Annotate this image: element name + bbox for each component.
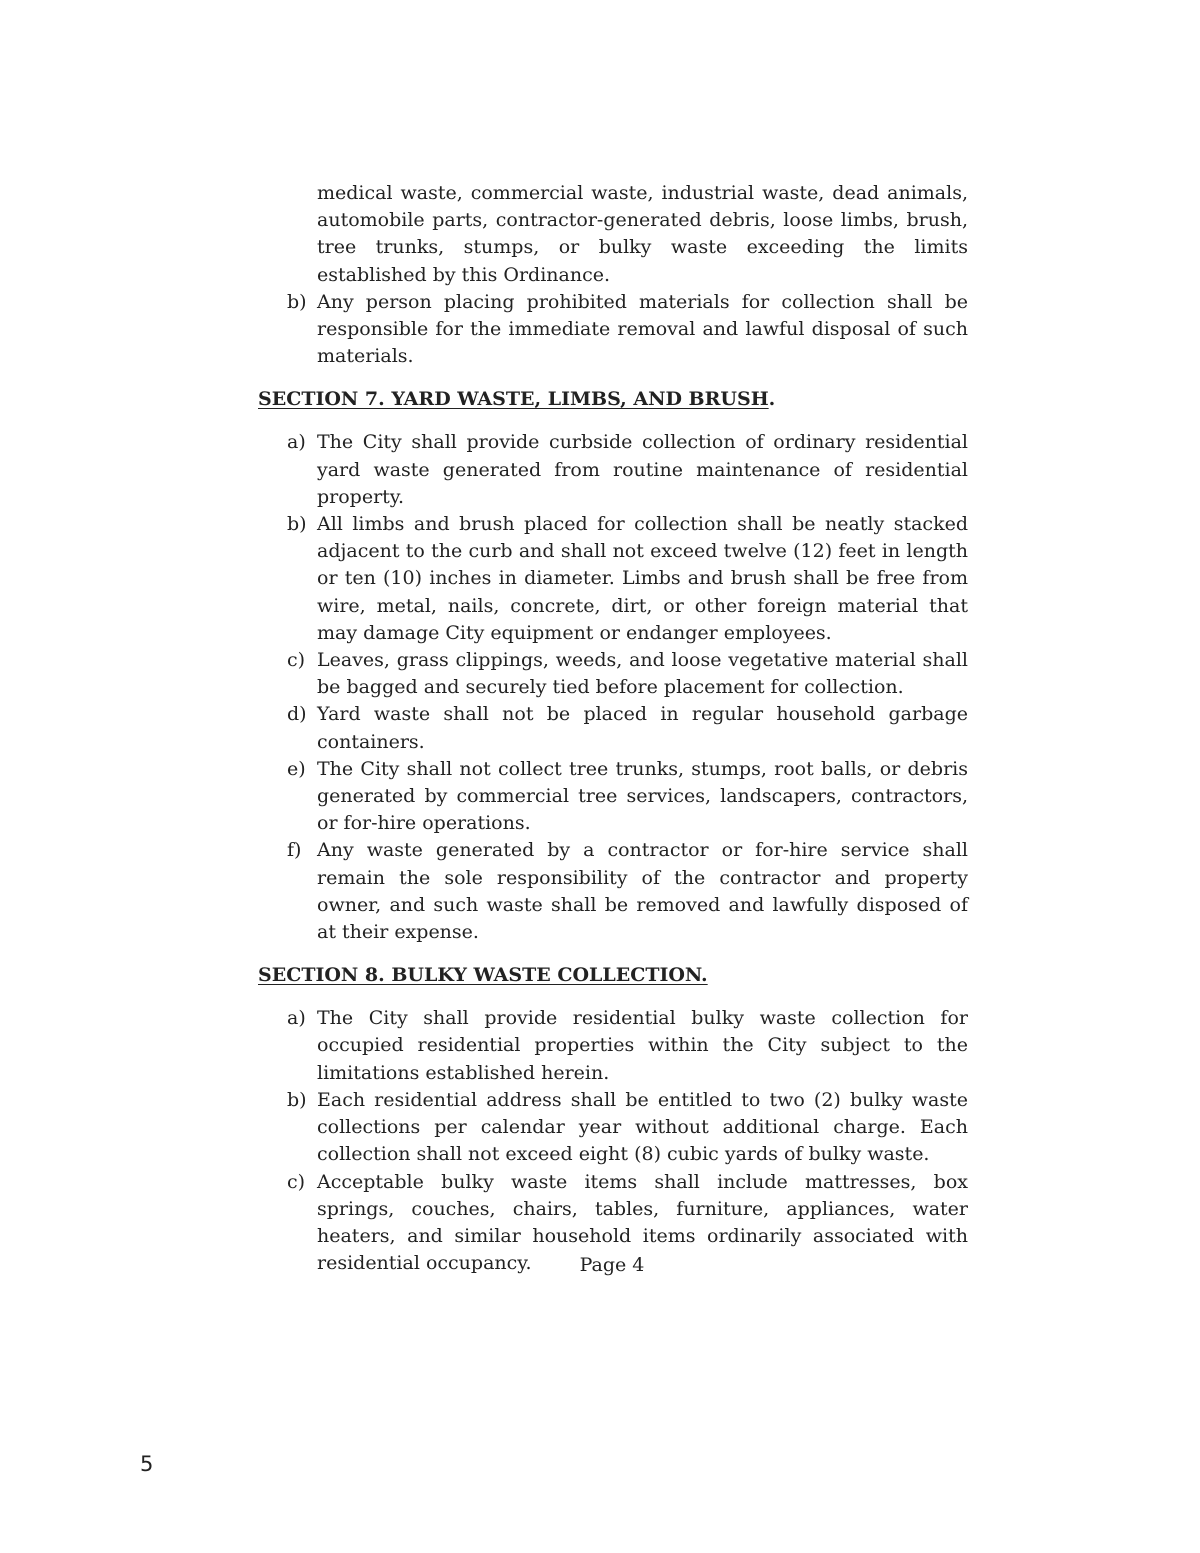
list-item-text: Each residential address shall be entitled to two (2) bulky waste collections per calendar year without additional charge. Each collection shall not exceed eight (8) cubic yards of bulky waste. [317,1088,968,1166]
list-item-section8-a [258,1005,968,1087]
list-item-section7-d [258,701,968,755]
section-8-heading-text: SECTION 8. BULKY WASTE COLLECTION. [258,964,708,987]
list-marker: b) [287,1088,307,1111]
list-item-text: All limbs and brush placed for collection shall be neatly stacked adjacent to the curb and shall not exceed twelve (12) feet in length or ten (10) inches in diameter. Limbs and brush shall be free from wire, metal, nails, concrete, dirt, or other foreign material that may damage City equipment or endanger employees. [317,513,968,644]
list-item-text: The City shall provide residential bulky waste collection for occupied residential properties within the City subject to the limitations established herein. [317,1007,968,1084]
section-7-heading-text: SECTION 7. YARD WASTE, LIMBS, AND BRUSH [258,388,769,411]
list-item-text: The City shall not collect tree trunks, stumps, root balls, or debris generated by commercial tree services, landscapers, contractors, or for-hire operations. [317,757,968,835]
list-item-text: Acceptable bulky waste items shall include mattresses, box springs, couches, chairs, tables, furniture, appliances, water heaters, and similar household items ordinarily associated with residential occupancy. [317,1170,968,1275]
list-marker: e) [287,757,306,780]
list-marker: f) [287,839,302,862]
list-item-text: Any person placing prohibited materials for collection shall be responsible for the immediate removal and lawful disposal of such materials. [317,290,968,368]
list-item-section8-b [258,1087,968,1169]
list-marker: a) [287,1007,306,1030]
list-item-section7-c [258,647,968,701]
list-item-section7-a [258,429,968,511]
list-item-section7-f [258,837,968,946]
list-item-text: Leaves, grass clippings, weeds, and loose vegetative material shall be bagged and securely tied before placement for collection. [317,649,968,699]
page-footer-label: Page 4 [579,1254,645,1276]
list-item-section7-b [258,511,968,647]
list-item-section7-e [258,756,968,838]
list-item-text: Yard waste shall not be placed in regular household garbage containers. [317,703,968,753]
list-marker: b) [287,513,307,536]
list-marker: a) [287,431,306,454]
continued-list-item [258,180,968,289]
section-7-heading-suffix: . [768,388,776,411]
continued-item-text: medical waste, commercial waste, industrial waste, dead animals, automobile parts, contractor-generated debris, loose limbs, brush, tree trunks, stumps, or bulky waste exceeding the limits established by this Ordinance. [317,182,968,286]
list-marker: c) [287,1170,306,1193]
list-item-section6-b [258,289,968,371]
list-marker: b) [287,290,307,313]
section-8-heading [258,962,968,989]
list-marker: d) [287,703,307,726]
list-marker: c) [287,649,306,672]
outer-page-number: 5 [140,1452,154,1476]
section-7-heading [258,386,968,413]
list-item-text: Any waste generated by a contractor or for-hire service shall remain the sole responsibility of the contractor and property owner, and such waste shall be removed and lawfully disposed of at their expense. [317,839,968,944]
document-body [258,180,968,1277]
list-item-text: The City shall provide curbside collection of ordinary residential yard waste generated from routine maintenance of residential property. [317,431,968,508]
